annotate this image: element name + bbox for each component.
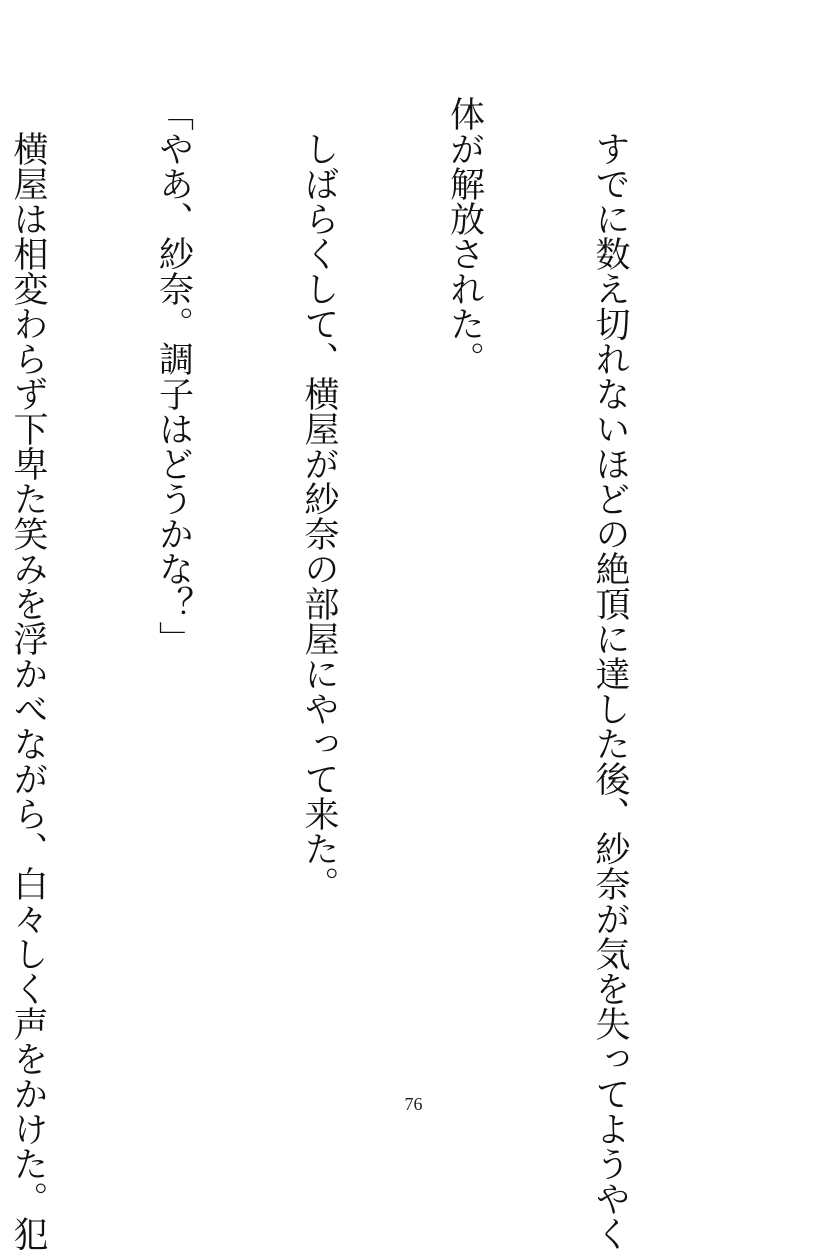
text-line: しばらくして、横屋が紗奈の部屋にやって来た。 <box>299 96 339 901</box>
text-line: 体が解放された。 <box>444 96 485 376</box>
page-number: 76 <box>404 1094 423 1114</box>
text-line: すでに数え切れないほどの絶頂に達した後、紗奈が気を失ってようやく <box>590 96 630 1251</box>
text-line: 横屋は相変わらず下卑た笑みを浮かべながら、白々しく声をかけた。犯 <box>8 96 48 1251</box>
text-line: 「やあ、紗奈。調子はどうかな？」 <box>153 96 194 656</box>
